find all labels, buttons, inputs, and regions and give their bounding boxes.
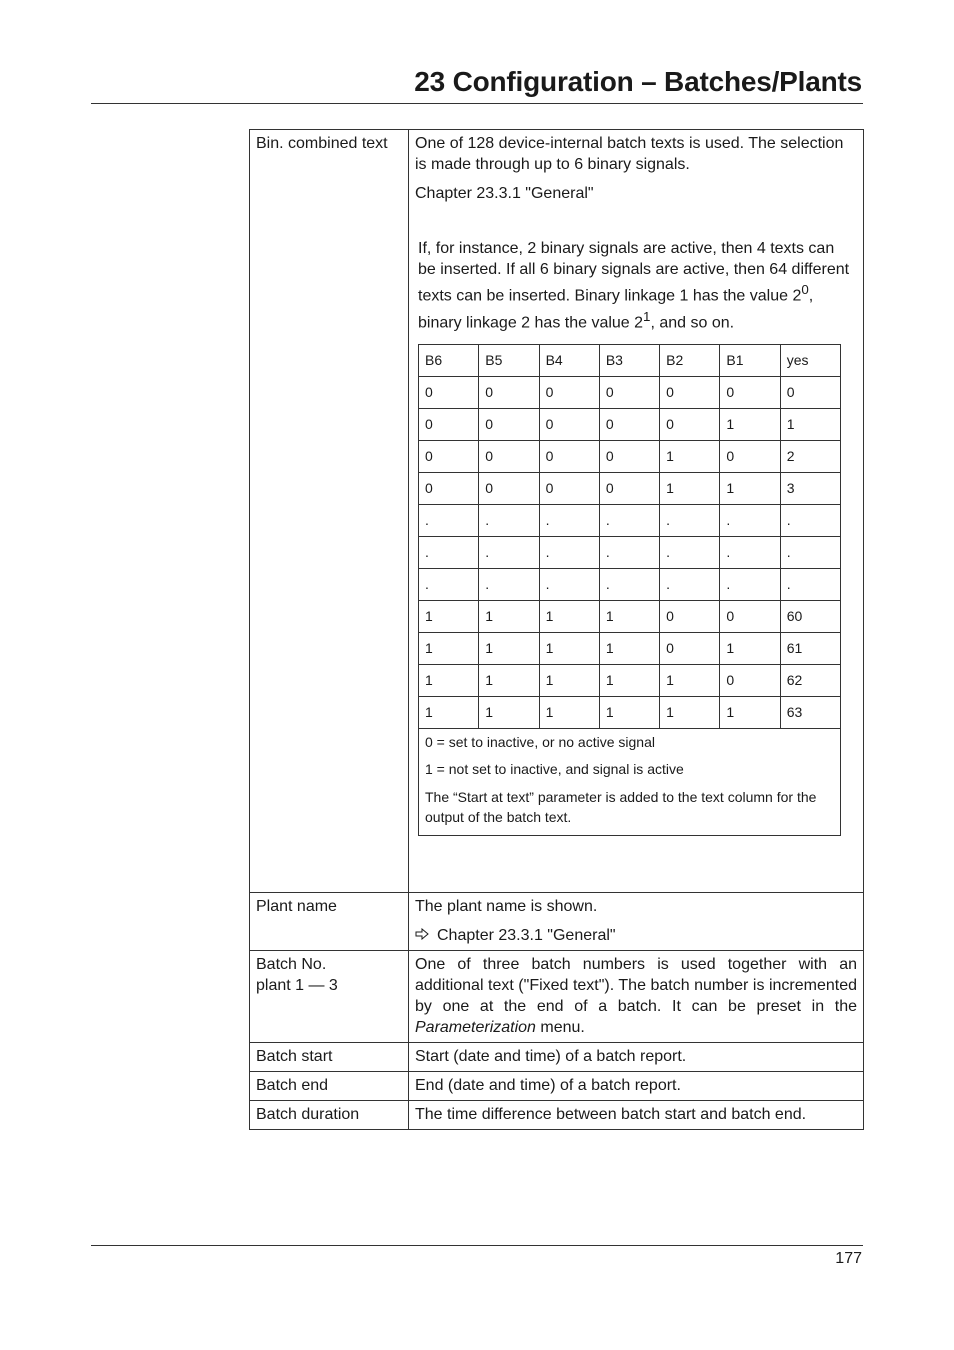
binary-table-cell: . (599, 568, 659, 600)
binary-table-row (419, 472, 841, 504)
binary-table-cell: 0 (419, 440, 479, 472)
binary-table-cell: 1 (599, 696, 659, 728)
binary-table-cell: 0 (539, 408, 599, 440)
binary-table-cell: 1 (660, 664, 720, 696)
binary-table-cell: . (780, 504, 840, 536)
row-label: Batch start (250, 1042, 409, 1071)
binary-table-cell: . (720, 536, 780, 568)
binary-table-cell: . (539, 536, 599, 568)
page-title: 23 Configuration – Batches/Plants (414, 66, 862, 97)
binary-table-header-row (419, 344, 841, 376)
chapter-reference: Chapter 23.3.1 "General" (415, 185, 594, 202)
binary-table-cell: 1 (599, 632, 659, 664)
binary-table-cell: 0 (780, 376, 840, 408)
binary-table-row (419, 664, 841, 696)
table-row-batch-end (250, 1071, 864, 1100)
binary-table-cell: 1 (479, 632, 539, 664)
binary-table-cell: 60 (780, 600, 840, 632)
configuration-table (249, 129, 864, 1130)
binary-table-row (419, 632, 841, 664)
binary-table-cell: 3 (780, 472, 840, 504)
binary-table-row (419, 600, 841, 632)
row-description: Start (date and time) of a batch report. (409, 1042, 864, 1071)
binary-table-cell: . (720, 568, 780, 600)
header-divider (91, 103, 863, 104)
binary-table-cell: 0 (479, 440, 539, 472)
binary-table-cell: 1 (720, 632, 780, 664)
binary-table-row (419, 504, 841, 536)
binary-table-row (419, 536, 841, 568)
binary-table-cell: 1 (720, 696, 780, 728)
table-row-batch-duration (250, 1100, 864, 1129)
binary-table-cell: 0 (539, 472, 599, 504)
binary-table-cell: 2 (780, 440, 840, 472)
binary-table-cell: 0 (479, 408, 539, 440)
binary-table-header-cell: yes (780, 344, 840, 376)
binary-table-notes-row (419, 728, 841, 835)
footer-divider (91, 1245, 863, 1246)
binary-table-cell: 0 (660, 376, 720, 408)
binary-table-header-cell: B3 (599, 344, 659, 376)
binary-table-cell: 0 (539, 376, 599, 408)
binary-table-cell: 1 (479, 600, 539, 632)
binary-table-cell: . (780, 536, 840, 568)
table-row-plant-name (250, 892, 864, 950)
plant-name-text: The plant name is shown. (415, 897, 598, 915)
legend-note: 0 = set to inactive, or no active signal (425, 733, 655, 750)
binary-table-cell: 1 (720, 472, 780, 504)
binary-table-cell: . (479, 568, 539, 600)
binary-table-cell: . (599, 504, 659, 536)
binary-table-cell: . (720, 504, 780, 536)
binary-table-cell: . (539, 568, 599, 600)
binary-table-row (419, 440, 841, 472)
binary-table-cell: . (419, 568, 479, 600)
binary-table-cell: 1 (720, 408, 780, 440)
binary-table-cell: 1 (660, 696, 720, 728)
row-description: One of three batch numbers is used together with an additional text ("Fixed text"). The batch number is incremented by one at the end of a batch. It can be preset in the Parameterization menu. (409, 950, 864, 1042)
row-description: End (date and time) of a batch report. (409, 1071, 864, 1100)
binary-table-cell: 1 (479, 664, 539, 696)
binary-table-cell: 0 (660, 600, 720, 632)
table-row-batch-start (250, 1042, 864, 1071)
binary-table-cell: 0 (419, 376, 479, 408)
binary-table-cell: . (539, 504, 599, 536)
binary-table-cell: 0 (720, 440, 780, 472)
binary-table-cell: 1 (419, 664, 479, 696)
binary-table-header-cell: B5 (479, 344, 539, 376)
binary-table-cell: 0 (419, 472, 479, 504)
binary-table-cell: 0 (419, 408, 479, 440)
chapter-reference: Chapter 23.3.1 "General" (415, 925, 857, 946)
binary-table-cell: 1 (419, 600, 479, 632)
binary-table-cell: . (660, 504, 720, 536)
binary-table-header-cell: B6 (419, 344, 479, 376)
binary-table-cell: 1 (660, 472, 720, 504)
binary-signal-table (418, 344, 841, 836)
binary-table-cell: 0 (599, 408, 659, 440)
row-description (409, 130, 864, 893)
row-label: Batch No. plant 1 — 3 (250, 950, 409, 1042)
arrow-right-icon (415, 925, 437, 946)
binary-table-cell: 1 (479, 696, 539, 728)
binary-table-row (419, 376, 841, 408)
binary-table-cell: . (419, 536, 479, 568)
binary-table-cell: 0 (720, 376, 780, 408)
binary-table-legend (419, 728, 841, 835)
binary-table-row (419, 696, 841, 728)
binary-table-cell: 0 (539, 440, 599, 472)
binary-table-cell: 0 (599, 472, 659, 504)
binary-table-row (419, 408, 841, 440)
binary-table-cell: 62 (780, 664, 840, 696)
row-description: The time difference between batch start and batch end. (409, 1100, 864, 1129)
binary-table-cell: . (419, 504, 479, 536)
row-label: Bin. combined text (250, 130, 409, 893)
table-row-bin-combined-text (250, 130, 864, 893)
binary-table-cell: . (660, 568, 720, 600)
binary-table-cell: 1 (780, 408, 840, 440)
legend-note: The “Start at text” parameter is added to the text column for the output of the batch text. (425, 788, 817, 825)
binary-table-cell: 1 (539, 600, 599, 632)
binary-table-cell: . (780, 568, 840, 600)
binary-table-header-cell: B4 (539, 344, 599, 376)
binary-table-cell: . (479, 536, 539, 568)
binary-table-cell: 0 (660, 632, 720, 664)
binary-table-cell: 0 (479, 472, 539, 504)
binary-table-header-cell: B1 (720, 344, 780, 376)
bin-intro-text: One of 128 device-internal batch texts is used. The selection is made through up to 6 binary signals. (415, 135, 844, 173)
table-row-batch-number (250, 950, 864, 1042)
binary-table-cell: 0 (720, 600, 780, 632)
binary-table-cell: 0 (660, 408, 720, 440)
binary-table-cell: 61 (780, 632, 840, 664)
binary-table-cell: 0 (599, 440, 659, 472)
binary-table-cell: 0 (599, 376, 659, 408)
binary-table-cell: 0 (479, 376, 539, 408)
binary-table-header-cell: B2 (660, 344, 720, 376)
row-description (409, 892, 864, 950)
binary-table-cell: 1 (599, 664, 659, 696)
binary-table-cell: 1 (539, 696, 599, 728)
binary-table-cell: 1 (660, 440, 720, 472)
binary-table-cell: 1 (539, 664, 599, 696)
legend-note: 1 = not set to inactive, and signal is active (425, 760, 684, 777)
binary-table-cell: 1 (419, 696, 479, 728)
binary-table-cell: 1 (539, 632, 599, 664)
binary-table-cell: 63 (780, 696, 840, 728)
page-number: 177 (835, 1250, 862, 1267)
binary-table-cell: . (660, 536, 720, 568)
binary-table-row (419, 568, 841, 600)
row-label: Batch end (250, 1071, 409, 1100)
bin-description: If, for instance, 2 binary signals are active, then 4 texts can be inserted. If all 6 binary signals are active, then 64 different texts can be inserted. Binary linkage 1 has the value $2^0$, binary linkage 2 has the value $2^1$, and so on. (418, 240, 850, 332)
binary-table-cell: 1 (419, 632, 479, 664)
binary-table-cell: 0 (720, 664, 780, 696)
binary-table-cell: . (599, 536, 659, 568)
binary-table-cell: 1 (599, 600, 659, 632)
row-label: Plant name (250, 892, 409, 950)
row-label: Batch duration (250, 1100, 409, 1129)
binary-table-cell: . (479, 504, 539, 536)
